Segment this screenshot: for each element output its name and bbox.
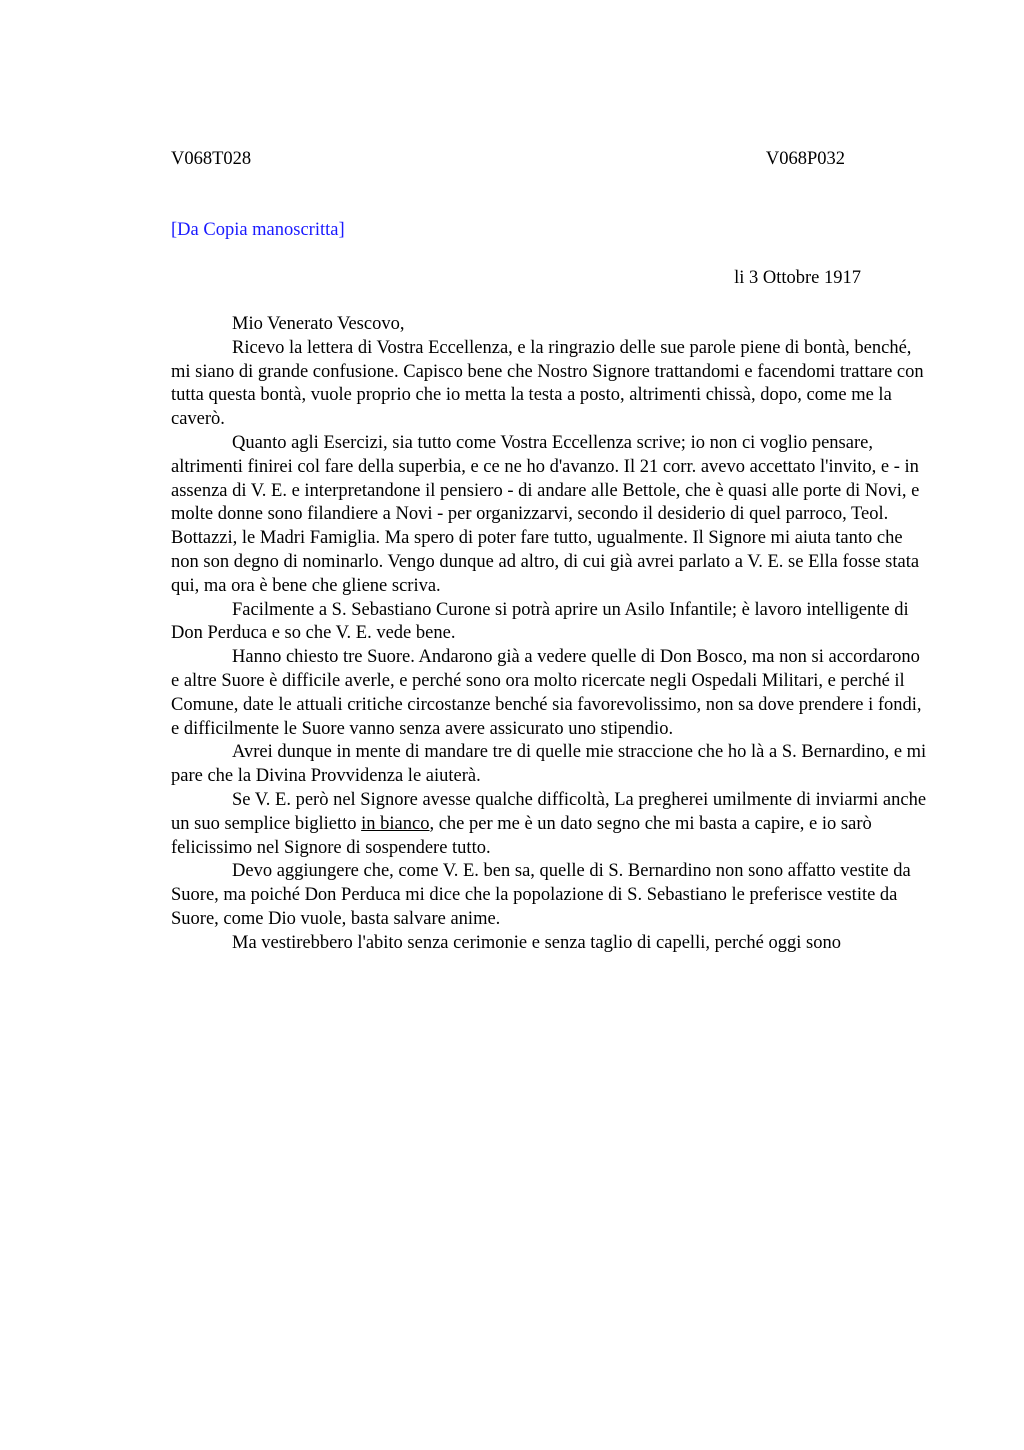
document-code-left: V068T028 <box>171 149 252 169</box>
letter-paragraph <box>171 789 931 860</box>
letter-paragraph: Avrei dunque in mente di mandare tre di quelle mie straccione che ho là a S. Bernardino, e mi pare che la Divina Provvidenza le aiuterà. <box>171 742 927 787</box>
letter-date: li 3 Ottobre 1917 <box>734 268 861 288</box>
letter-paragraph: Ricevo la lettera di Vostra Eccellenza, e la ringrazio delle sue parole piene di bontà, benché, mi siano di grande confusione. Capisco bene che Nostro Signore trattandomi e facendomi trattare con tutta questa bontà, vuole proprio che io metta la testa a posto, altrimenti chissà, dopo, come me la caverò. <box>171 337 924 430</box>
letter-paragraph: Facilmente a S. Sebastiano Curone si potrà aprire un Asilo Infantile; è lavoro intelligente di Don Perduca e so che V. E. vede bene. <box>171 599 909 644</box>
letter-body <box>171 313 931 956</box>
source-note: [Da Copia manoscritta] <box>171 220 345 240</box>
letter-paragraph: Ma vestirebbero l'abito senza cerimonie e senza taglio di capelli, perché oggi sono <box>232 932 841 953</box>
letter-paragraph: Devo aggiungere che, come V. E. ben sa, quelle di S. Bernardino non sono affatto vestite da Suore, ma poiché Don Perduca mi dice che la popolazione di S. Sebastiano le preferisce vestite da Suore, come Dio vuole, basta salvare anime. <box>171 861 911 929</box>
paragraph-text: Se V. E. però nel Signore avesse qualche difficoltà, La pregherei umilmente di inviarmi anche un suo semplice biglietto <box>171 789 927 834</box>
document-header <box>171 147 845 171</box>
paragraph-text: , che per me è un dato segno che mi basta a capire, e io sarò felicissimo nel Signore di sospendere tutto. <box>171 813 872 858</box>
document-code-right: V068P032 <box>765 149 845 169</box>
letter-paragraph: Hanno chiesto tre Suore. Andarono già a vedere quelle di Don Bosco, ma non si accordarono e altre Suore è difficile averle, e perché sono ora molto ricercate negli Ospedali Militari, e perché il Comune, date le attuali critiche circostanze benché sia favorevolissimo, non sa dove prendere i fondi, e difficilmente le Suore vanno senza avere assicurato uno stipendio. <box>171 647 922 739</box>
letter-paragraph: Quanto agli Esercizi, sia tutto come Vostra Eccellenza scrive; io non ci voglio pensare, altrimenti finirei col fare della superbia, e ce ne ho d'avanzo. Il 21 corr. avevo accettato l'invito, e - in assenza di V. E. e interpretandone il pensiero - di andare alle Bettole, che è quasi alle porte di Novi, e molte donne sono filandiere a Novi - per organizzarvi, secondo il desiderio di quel parroco, Teol. Bottazzi, le Madri Famiglia. Ma spero di poter fare tutto, ugualmente. Il Signore mi aiuta tanto che non son degno di nominarlo. Vengo dunque ad altro, di cui già avrei parlato a V. E. se Ella fosse stata qui, ma ora è bene che gliene scriva. <box>171 432 920 596</box>
letter-salutation: Mio Venerato Vescovo, <box>232 314 405 334</box>
underlined-phrase: in bianco <box>361 813 430 834</box>
